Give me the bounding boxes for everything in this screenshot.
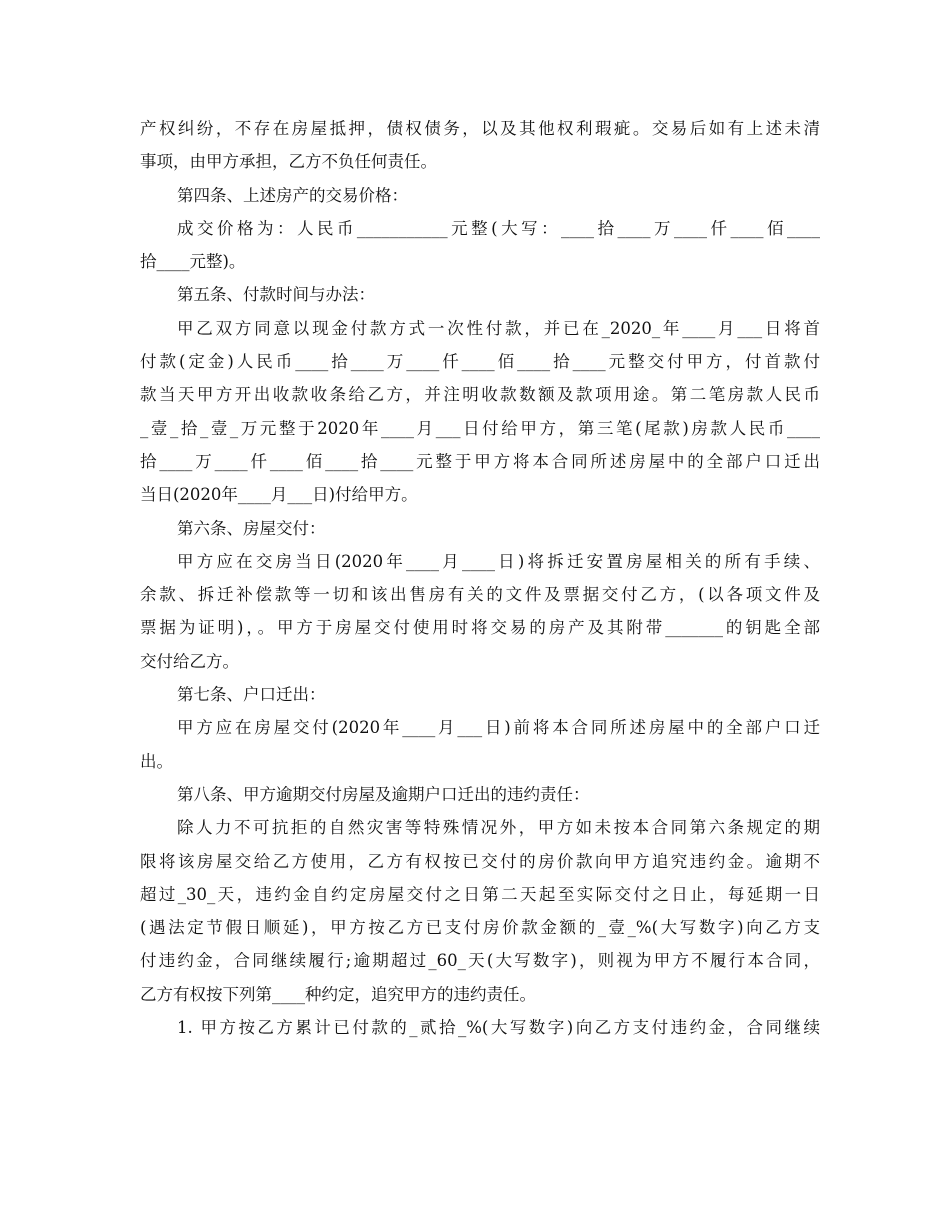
text-line: 款当天甲方开出收款收条给乙方，并注明收款数额及款项用途。第二笔房款人民币 bbox=[140, 385, 820, 405]
text-line: 产权纠纷，不存在房屋抵押，债权债务，以及其他权利瑕疵。交易后如有上述未清 bbox=[140, 119, 820, 138]
text-line: 第七条、户口迁出： bbox=[177, 685, 326, 705]
text-line: 成交价格为：人民币___________元整(大写：____拾____万____仟____佰____ bbox=[177, 218, 820, 238]
text-line: 付违约金，合同继续履行;逾期超过_60_天(大写数字)，则视为甲方不履行本合同， bbox=[140, 951, 820, 971]
text-line: (遇法定节假日顺延)，甲方按乙方已支付房价款金额的_壹_%(大写数字)向乙方支 bbox=[140, 918, 820, 938]
text-line: 付款(定金)人民币____拾____万____仟____佰____拾____元整交付甲方，付首款付 bbox=[140, 352, 820, 372]
text-line: 票据为证明)，。甲方于房屋交付使用时将交易的房产及其附带_______的钥匙全部 bbox=[140, 618, 820, 638]
text-line: 第六条、房屋交付： bbox=[177, 518, 326, 538]
text-line: 事项，由甲方承担，乙方不负任何责任。 bbox=[140, 152, 437, 172]
text-line: 第四条、上述房产的交易价格： bbox=[177, 185, 408, 205]
text-line: _壹_拾_壹_万元整于2020年____月___日付给甲方，第三笔(尾款)房款人民币____ bbox=[140, 418, 820, 438]
text-line: 甲乙双方同意以现金付款方式一次性付款，并已在_2020_年____月___日将首 bbox=[177, 318, 820, 338]
text-line: 乙方有权按下列第____种约定，追究甲方的违约责任。 bbox=[140, 984, 536, 1004]
text-line: 第八条、甲方逾期交付房屋及逾期户口迁出的违约责任： bbox=[177, 784, 590, 804]
text-line: 甲方应在交房当日(2020年____月____日)将拆迁安置房屋相关的所有手续、 bbox=[177, 551, 820, 571]
text-line: 第五条、付款时间与办法： bbox=[177, 285, 375, 305]
text-line: 当日(2020年____月___日)付给甲方。 bbox=[140, 485, 418, 505]
text-line: 超过_30_天，违约金自约定房屋交付之日第二天起至实际交付之日止，每延期一日 bbox=[140, 884, 820, 904]
text-line: 除人力不可抗拒的自然灾害等特殊情况外，甲方如未按本合同第六条规定的期 bbox=[177, 818, 820, 838]
text-line: 交付给乙方。 bbox=[140, 651, 239, 671]
text-line: 拾____元整)。 bbox=[140, 252, 246, 272]
text-line: 出。 bbox=[140, 751, 173, 771]
text-line: 1. 甲方按乙方累计已付款的_贰拾_%(大写数字)向乙方支付违约金，合同继续 bbox=[177, 1018, 820, 1038]
text-line: 拾____万____仟____佰____拾____元整于甲方将本合同所述房屋中的全部户口迁出 bbox=[140, 451, 820, 471]
text-line: 限将该房屋交给乙方使用，乙方有权按已交付的房价款向甲方追究违约金。逾期不 bbox=[140, 851, 820, 871]
document-body bbox=[140, 112, 820, 1044]
text-line: 余款、拆迁补偿款等一切和该出售房有关的文件及票据交付乙方，(以各项文件及 bbox=[140, 585, 820, 605]
text-line: 甲方应在房屋交付(2020年____月___日)前将本合同所述房屋中的全部户口迁 bbox=[177, 718, 820, 738]
